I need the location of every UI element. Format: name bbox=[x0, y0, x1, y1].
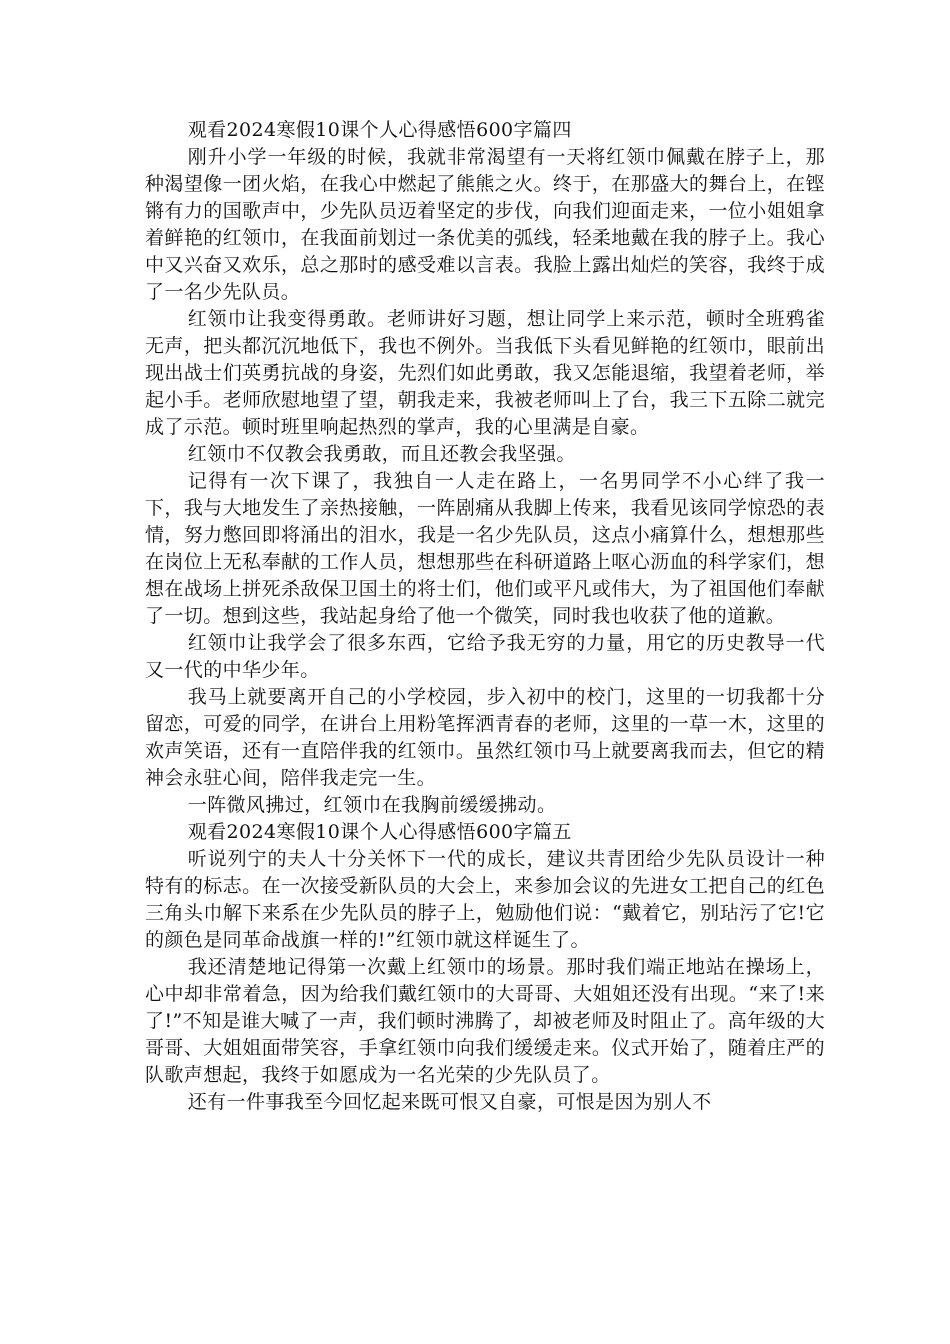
section-heading-5: 观看2024寒假10课个人心得感悟600字篇五 bbox=[187, 821, 572, 843]
document-page bbox=[145, 117, 825, 1116]
paragraph: 一阵微风拂过，红领巾在我胸前缓缓拂动。 bbox=[187, 794, 557, 816]
paragraph: 红领巾让我学会了很多东西，它给予我无穷的力量，用它的历史教导一代又一代的中华少年。 bbox=[145, 632, 825, 681]
paragraph: 刚升小学一年级的时候，我就非常渴望有一天将红领巾佩戴在脖子上，那种渴望像一团火焰，在我心中燃起了熊熊之火。终于，在那盛大的舞台上，在铿锵有力的国歌声中，少先队员迈着坚定的步伐，向我们迎面走来，一位小姐姐拿着鲜艳的红领巾，在我面前划过一条优美的弧线，轻柔地戴在我的脖子上。我心中又兴奋又欢乐，总之那时的感受难以言表。我脸上露出灿烂的笑容，我终于成了一名少先队员。 bbox=[145, 146, 825, 303]
paragraph: 还有一件事我至今回忆起来既可恨又自豪，可恨是因为别人不 bbox=[187, 1091, 712, 1113]
paragraph: 我还清楚地记得第一次戴上红领巾的场景。那时我们端正地站在操场上，心中却非常着急，因为给我们戴红领巾的大哥哥、大姐姐还没有出现。“来了!来了!”不知是谁大喊了一声，我们顿时沸腾了，却被老师及时阻止了。高年级的大哥哥、大姐姐面带笑容，手拿红领巾向我们缓缓走来。仪式开始了，随着庄严的队歌声想起，我终于如愿成为一名光荣的少先队员了。 bbox=[145, 956, 825, 1086]
paragraph: 红领巾让我变得勇敢。老师讲好习题，想让同学上来示范，顿时全班鸦雀无声，把头都沉沉地低下，我也不例外。当我低下头看见鲜艳的红领巾，眼前出现出战士们英勇抗战的身姿，先烈们如此勇敢，我又怎能退缩，我望着老师，举起小手。老师欣慰地望了望，朝我走来，我被老师叫上了台，我三下五除二就完成了示范。顿时班里响起热烈的掌声，我的心里满是自豪。 bbox=[145, 308, 825, 438]
paragraph: 我马上就要离开自己的小学校园，步入初中的校门，这里的一切我都十分留恋，可爱的同学，在讲台上用粉笔挥洒青春的老师，这里的一草一木，这里的欢声笑语，还有一直陪伴我的红领巾。虽然红领巾马上就要离我而去，但它的精神会永驻心间，陪伴我走完一生。 bbox=[145, 686, 825, 789]
paragraph: 记得有一次下课了，我独自一人走在路上，一名男同学不小心绊了我一下，我与大地发生了亲热接触，一阵剧痛从我脚上传来，我看见该同学惊恐的表情，努力憋回即将涌出的泪水，我是一名少先队员，这点小痛算什么，想想那些在岗位上无私奉献的工作人员，想想那些在科研道路上呕心沥血的科学家们，想想在战场上拼死杀敌保卫国土的将士们，他们或平凡或伟大，为了祖国他们奉献了一切。想到这些，我站起身给了他一个微笑，同时我也收获了他的道歉。 bbox=[145, 470, 825, 627]
paragraph: 听说列宁的夫人十分关怀下一代的成长，建议共青团给少先队员设计一种特有的标志。在一次接受新队员的大会上，来参加会议的先进女工把自己的红色三角头巾解下来系在少先队员的脖子上，勉励他们说：“戴着它，别玷污了它!它的颜色是同革命战旗一样的!”红领巾就这样诞生了。 bbox=[145, 848, 825, 951]
paragraph: 红领巾不仅教会我勇敢，而且还教会我坚强。 bbox=[187, 443, 576, 465]
section-heading-4: 观看2024寒假10课个人心得感悟600字篇四 bbox=[187, 119, 572, 141]
